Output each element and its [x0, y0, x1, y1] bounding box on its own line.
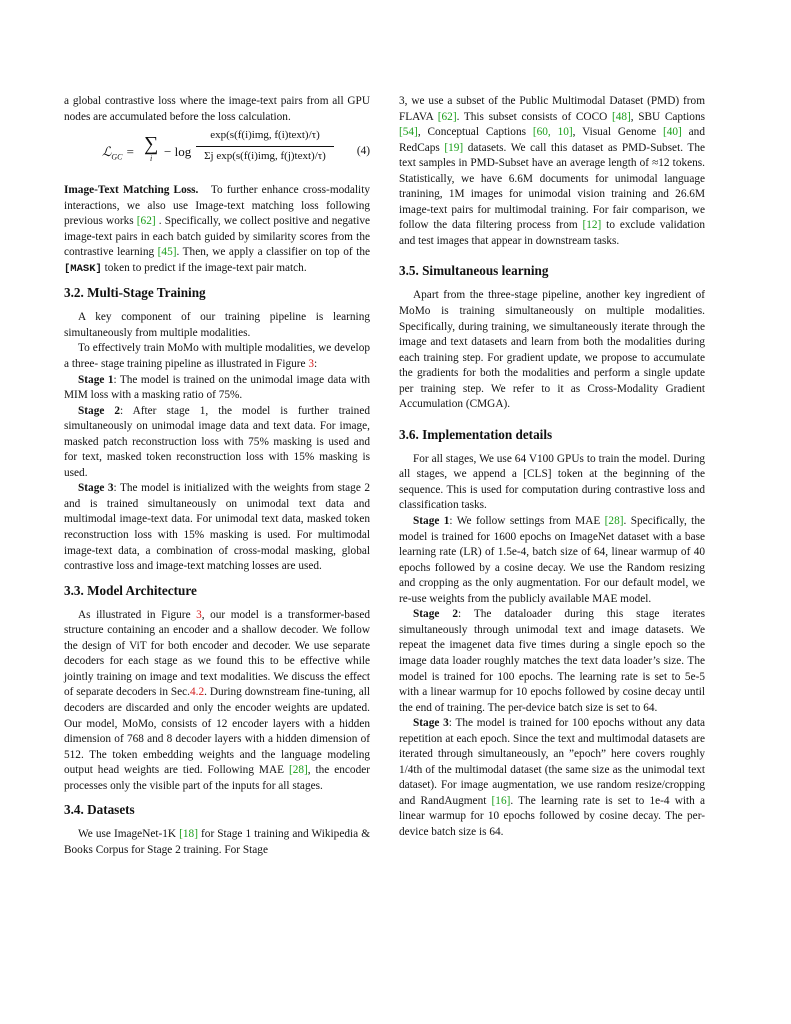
equation-numerator: exp(s(f(i)img, f(i)text)/τ): [196, 128, 334, 147]
stage-1-paragraph: Stage 1: The model is trained on the unimodal image data with MIM loss with a masking ratio of 75%.: [64, 373, 370, 402]
left-column: [64, 94, 370, 858]
datasets-continued-paragraph: 3, we use a subset of the Public Multimodal Dataset (PMD) from FLAVA [62]. This subset consists of COCO [48], SBU Captions [54], Conceptual Captions [60, 10], Visual Genome [40] and RedCaps [19] datasets. We call this dataset as PMD-Subset. The text samples in PMD-Subset have an average length of ≈12 tokens. Statistically, we have 6.6M documents for unimodal language tranining, 1M images for unimodal vision training and 26.6M image-text pairs for multimodal training. For fair comparison, we follow the data filtering process from [12] to exclude validation and test images that appear in downstream tasks.: [399, 95, 706, 247]
paragraph: For all stages, We use 64 V100 GPUs to train the model. During all stages, we append a [CLS] token at the beginning of the sequence. This is used for computation during contrastive loss and classification tasks.: [399, 452, 705, 512]
right-column: [399, 94, 705, 841]
stage-2-paragraph: Stage 2: After stage 1, the model is further trained simultaneously on unimodal image data and text data. For image, masked patch reconstruction loss with 75% masking is used and for text, masked token reconstruction loss with 15% masking is used.: [64, 404, 370, 479]
citation-link[interactable]: [45]: [157, 246, 177, 259]
citation-link[interactable]: [48]: [611, 110, 631, 123]
section-ref-link[interactable]: 4.2: [190, 686, 205, 699]
citation-link[interactable]: [40]: [662, 126, 682, 139]
paragraph: To effectively train MoMo with multiple modalities, we develop a three- stage training pipeline as illustrated in Figure 3:: [64, 342, 370, 371]
paragraph: A key component of our training pipeline is learning simultaneously from multiple modalities.: [64, 311, 370, 339]
equation-number: (4): [356, 145, 370, 158]
stage-3-paragraph: Stage 3: The model is initialized with the weights from stage 2 and is trained simultaneously on unimodal text data and multimodal image-text data. For unimodal text data, masked token reconstruction loss with 15% masking is used. For multimodal image-text data, a combination of cross-modal masking, global contrastive loss and image-text matching losses are used.: [64, 482, 370, 573]
paragraph: Apart from the three-stage pipeline, another key ingredient of MoMo is training simultaneously on multiple modalities. Specifically, during training, we simultaneously iterate through the image and text datasets and learn from both the modalities during each training step. For gradient update, we propose to accumulate the gradients for both the modalities and perform a single update per training step. We refer to it as Cross-Modality Gradient Accumulation (CMGA).: [399, 289, 705, 411]
citation-link[interactable]: [62]: [136, 215, 156, 228]
citation-link[interactable]: [62]: [437, 110, 457, 123]
figure-ref-link[interactable]: 3: [308, 358, 315, 371]
citation-link[interactable]: [16]: [491, 794, 511, 807]
citation-link[interactable]: [28]: [604, 515, 624, 528]
paragraph: As illustrated in Figure 3, our model is a transformer-based structure containing an encoder and a shallow decoder. We follow the design of ViT for both encoder and decoder. We use separate decoders for each stage as we found this to be effective while jointly training on image and text modalities. We discuss the effect of separate decoders in Sec.4.2. During downstream fine-tuning, all decoders are discarded and only the encoder weights are updated. Our model, MoMo, consists of 12 encoder layers with a hidden dimension of 768 and 8 decoder layers with a hidden dimension of 512. The token embedding weights and the language modeling output head weights are tied. Following MAE [28], the encoder processes only the visible part of the inputs for all stages.: [64, 608, 370, 792]
equation-denominator: Σj exp(s(f(i)img, f(j)text)/τ): [204, 149, 326, 162]
citation-link[interactable]: [12]: [582, 219, 602, 232]
section-heading-3-2: 3.2. Multi-Stage Training: [64, 285, 206, 301]
citation-link[interactable]: [19]: [444, 141, 464, 154]
citation-link[interactable]: [60, 10]: [532, 126, 573, 139]
itm-paragraph: Image-Text Matching Loss. To further enhance cross-modality interactions, we also use Image-text matching loss following previous works [62] . Specifically, we collect positive and negative image-text pairs in each batch guided by similarity scores from the contrastive learning [45]. Then, we apply a classifier on top of the [MASK] token to predict if the image-text pair match.: [64, 184, 370, 275]
stage-3-paragraph: Stage 3: The model is trained for 100 epochs without any data repetition at each epoch. Since the text and multimodal datasets are iterated through simultaneously, an ”epoch” here covers roughly 1/4th of the multimodal dataset (the same size as the unimodal text dataset). For image augmentation, we use random resize/cropping and RandAugment [16]. The learning rate is set to 1e-4 with a linear warmup for 10 epochs followed by cosine decay. The per-device batch size is 64.: [399, 717, 705, 838]
stage-2-paragraph: Stage 2: The dataloader during this stage iterates simultaneously through unimodal text and image datasets. We repeat the imagenet data five times during a single epoch so the image data loader roughly matches the text data loader’s size. The model is trained for 100 epochs. The learning rate is set to 5e-5 with a linear warmup for 10 epochs followed by cosine decay until the end of training. The per-device batch size is set to 64.: [399, 608, 705, 714]
intro-paragraph: a global contrastive loss where the image-text pairs from all GPU nodes are accumulated before the loss calculation.: [64, 95, 370, 123]
equation-log: − log: [164, 144, 192, 160]
paragraph: We use ImageNet-1K [18] for Stage 1 training and Wikipedia & Books Corpus for Stage 2 training. For Stage: [64, 828, 370, 856]
citation-link[interactable]: [28]: [288, 764, 308, 777]
figure-ref-link[interactable]: 3: [196, 608, 202, 621]
equation-sum-symbol: ∑ i: [144, 133, 159, 164]
equation-fraction: [196, 128, 334, 164]
section-heading-3-5: 3.5. Simultaneous learning: [399, 263, 549, 279]
equation-lhs: ℒ$_{GC}$ =: [102, 144, 135, 162]
section-heading-3-6: 3.6. Implementation details: [399, 426, 553, 442]
section-heading-3-4: 3.4. Datasets: [64, 802, 135, 818]
section-heading-3-3: 3.3. Model Architecture: [64, 582, 197, 598]
stage-1-paragraph: Stage 1: We follow settings from MAE [28]. Specifically, the model is trained for 1600 epochs on ImageNet dataset with a base learning rate (LR) of 1.5e-4, batch size of 64, linear warmup of 40 epochs followed by a cosine decay. We use the Random resizing and cropping as the only augmentation. For our default model, we re-use weights from the publicly available MAE model.: [399, 515, 705, 605]
citation-link[interactable]: [18]: [179, 828, 198, 841]
citation-link[interactable]: [54]: [399, 126, 418, 139]
equation-4: [64, 126, 370, 180]
